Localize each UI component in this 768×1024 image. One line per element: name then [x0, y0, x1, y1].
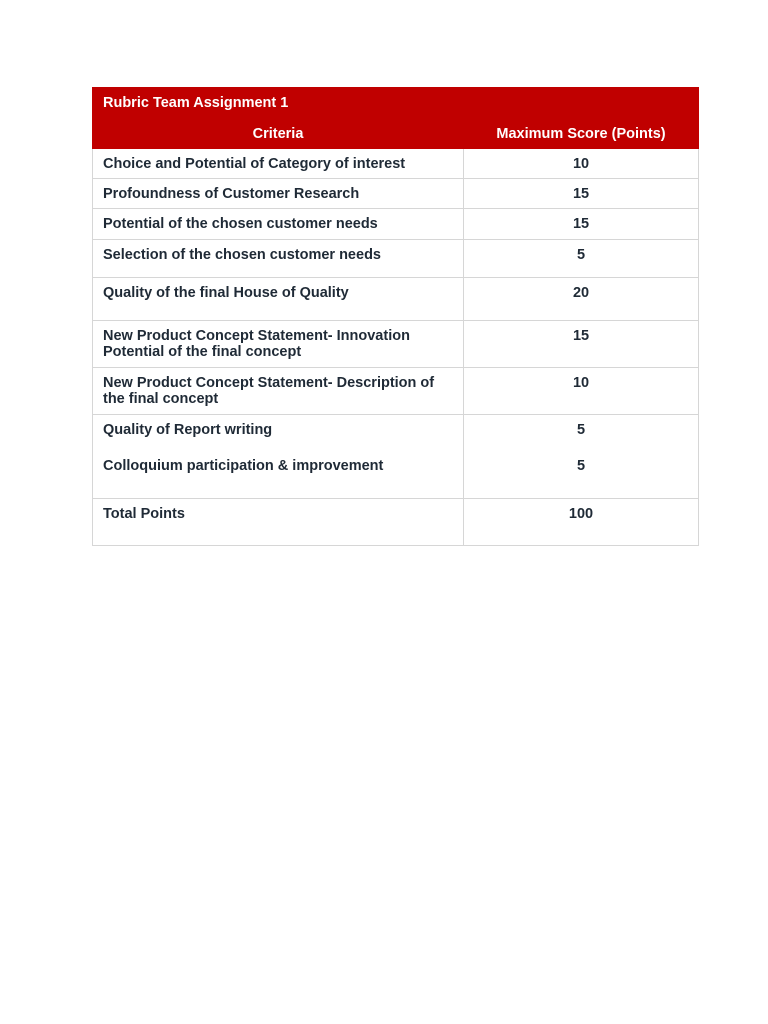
table-header-row [93, 119, 699, 149]
criteria-cell: New Product Concept Statement- Description of the final concept [93, 368, 464, 415]
criteria-cell-group [93, 415, 464, 499]
score-text: 5 [576, 422, 586, 438]
criteria-cell: Potential of the chosen customer needs [93, 209, 464, 240]
criteria-cell: Choice and Potential of Category of interest [93, 149, 464, 179]
criteria-text: Quality of Report writing [103, 422, 273, 438]
score-cell: 15 [464, 321, 699, 368]
score-cell: 15 [464, 209, 699, 240]
table-row [93, 321, 699, 368]
table-row [93, 278, 699, 321]
table-row [93, 368, 699, 415]
total-row [93, 499, 699, 546]
table-row [93, 209, 699, 240]
criteria-cell: Profoundness of Customer Research [93, 179, 464, 209]
score-cell: 10 [464, 368, 699, 415]
criteria-cell: Selection of the chosen customer needs [93, 240, 464, 278]
criteria-cell: Quality of the final House of Quality [93, 278, 464, 321]
total-score: 100 [464, 499, 699, 546]
max-score-header: Maximum Score (Points) [464, 119, 699, 149]
score-cell-group [464, 415, 699, 499]
score-text: 5 [576, 458, 586, 474]
table-title-row [93, 88, 699, 119]
score-cell: 10 [464, 149, 699, 179]
table-row [93, 179, 699, 209]
total-label: Total Points [93, 499, 464, 546]
table-row [93, 240, 699, 278]
criteria-cell: New Product Concept Statement- Innovation Potential of the final concept [93, 321, 464, 368]
score-cell: 15 [464, 179, 699, 209]
criteria-header: Criteria [93, 119, 464, 149]
score-cell: 20 [464, 278, 699, 321]
table-row [93, 415, 699, 499]
table-title: Rubric Team Assignment 1 [93, 88, 699, 119]
rubric-table [92, 87, 699, 546]
score-cell: 5 [464, 240, 699, 278]
table-row [93, 149, 699, 179]
criteria-text: Colloquium participation & improvement [103, 458, 384, 474]
